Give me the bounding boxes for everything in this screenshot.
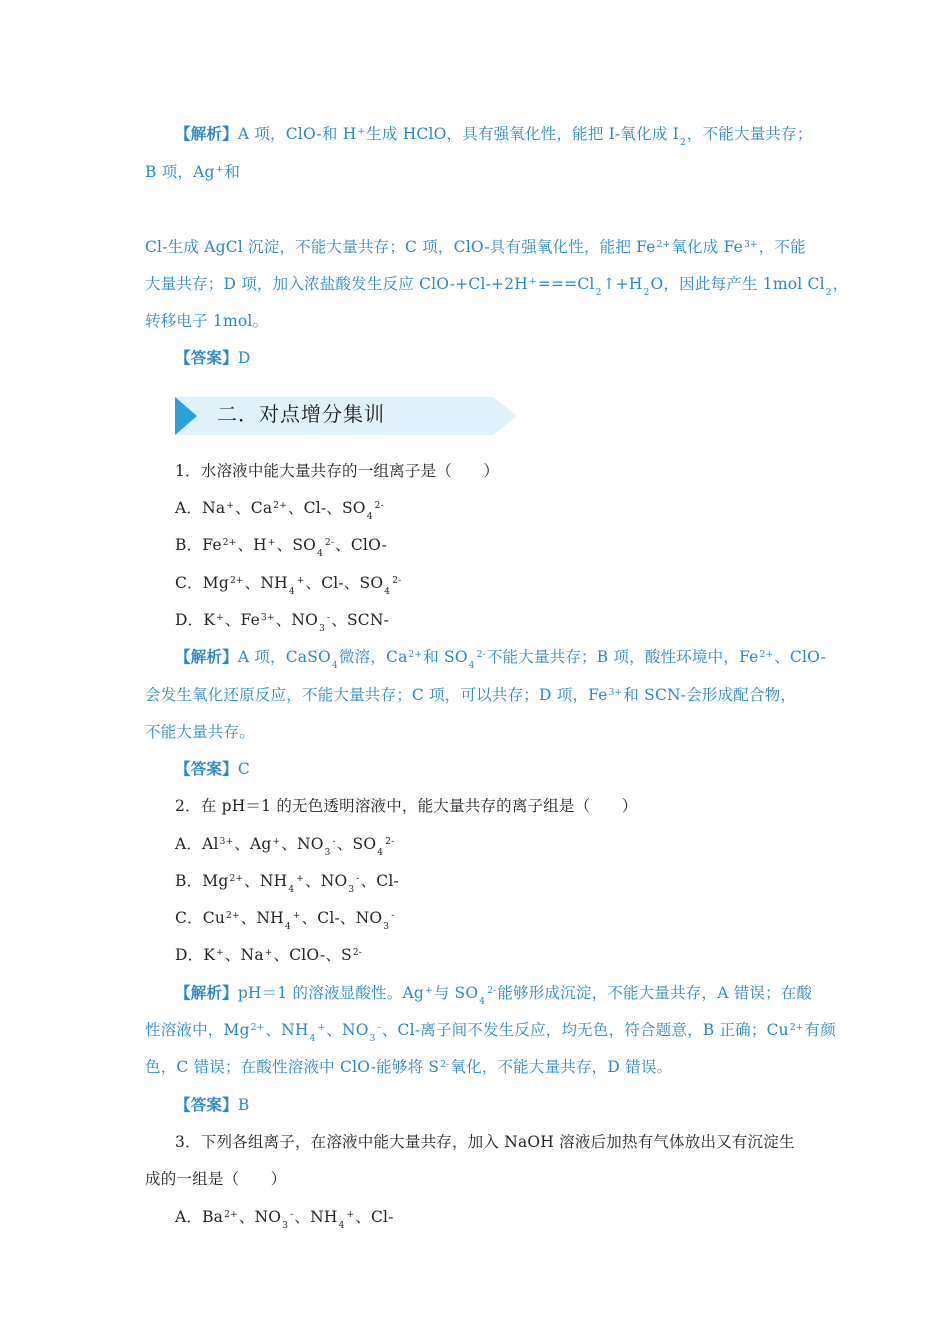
q1-option-c: C．$Mg^{2+}$、$NH_4^+$、Cl-、$SO_4^{2-}$ bbox=[175, 574, 402, 597]
q1-analysis-line-2: 会发生氧化还原反应，不能大量共存；C 项，可以共存；D 项，$Fe^{3+}$和 SCN-会形成配合物， bbox=[145, 686, 797, 704]
q2-analysis-line-3: 色，C 错误；在酸性溶液中 ClO-能够将 $S^{2-}$氧化，不能大量共存，D 错误。 bbox=[145, 1058, 673, 1076]
answer-value: D bbox=[237, 349, 251, 367]
analysis-tag: 【解析】 bbox=[175, 647, 238, 666]
q2-analysis-line-2: 性溶液中，$Mg^{2+}$、$NH_4^+$、$NO_3^-$、Cl-离子间不发生反应，均无色，符合题意，B 正确；$Cu^{2+}$有颜 bbox=[145, 1021, 836, 1044]
q1-analysis-line-1: 【解析】A 项，CaSO$_4$微溶，$Ca^{2+}$和 $SO_4^{2-}$不能大量共存；B 项，酸性环境中，$Fe^{2+}$、ClO- bbox=[175, 647, 827, 671]
q2-option-c: C．$Cu^{2+}$、$NH_4^+$、Cl-、$NO_3^-$ bbox=[175, 909, 395, 932]
answer-tag: 【答案】 bbox=[175, 759, 238, 778]
answer-value: C bbox=[237, 760, 250, 778]
q3-option-a: A．$Ba^{2+}$、$NO_3^-$、$NH_4^+$、Cl- bbox=[175, 1208, 394, 1231]
intro-answer bbox=[175, 347, 250, 369]
analysis-tag: 【解析】 bbox=[175, 124, 238, 143]
q1-option-b: B．$Fe^{2+}$、H+、$SO_4^{2-}$、ClO- bbox=[175, 536, 388, 559]
q3-stem-line-1: 3．下列各组离子，在溶液中能大量共存，加入 NaOH 溶液后加热有气体放出又有沉淀生 bbox=[175, 1133, 795, 1151]
q2-option-b: B．$Mg^{2+}$、$NH_4^+$、$NO_3^-$、Cl- bbox=[175, 872, 399, 895]
section-title: 二．对点增分集训 bbox=[217, 402, 385, 426]
q1-option-d: D．K+、$Fe^{3+}$、$NO_3^-$、SCN- bbox=[175, 611, 390, 634]
intro-analysis-line-4: 大量共存；D 项，加入浓盐酸发生反应 ClO-$+Cl-+2H^+===Cl_2↑+H_2O$，因此每产生 1mol $Cl_2$， bbox=[145, 275, 849, 298]
q2-analysis-line-1: 【解析】pH＝1 的溶液显酸性。Ag+与 $SO_4^{2-}$能够形成沉淀，不能大量共存，A 错误；在酸 bbox=[175, 983, 813, 1007]
q1-answer bbox=[175, 758, 250, 780]
q2-stem: 2．在 pH＝1 的无色透明溶液中，能大量共存的离子组是（ ） bbox=[175, 797, 638, 815]
section-banner bbox=[175, 395, 520, 437]
q1-stem: 1．水溶液中能大量共存的一组离子是（ ） bbox=[175, 462, 500, 480]
intro-analysis-line-1: 【解析】A 项，ClO-和 H+生成 HClO，具有强氧化性，能把 I-氧化成 $I_2$，不能大量共存； bbox=[175, 124, 813, 148]
q1-option-a: A．Na+、$Ca^{2+}$、Cl-、$SO_4^{2-}$ bbox=[175, 499, 384, 522]
q2-option-d: D．K+、Na+、ClO-、$S^{2-}$ bbox=[175, 946, 363, 964]
q3-stem-line-2: 成的一组是（ ） bbox=[145, 1170, 287, 1188]
answer-value: B bbox=[237, 1096, 250, 1114]
q1-analysis-line-3: 不能大量共存。 bbox=[145, 723, 255, 741]
answer-tag: 【答案】 bbox=[175, 348, 238, 367]
intro-analysis-line-5: 转移电子 1mol。 bbox=[145, 312, 269, 330]
intro-analysis-line-3: Cl-生成 AgCl 沉淀，不能大量共存；C 项，ClO-具有强氧化性，能把 $Fe^{2+}$氧化成 $Fe^{3+}$，不能 bbox=[145, 238, 806, 256]
q2-option-a: A．$Al^{3+}$、Ag+、$NO_3^-$、$SO_4^{2-}$ bbox=[175, 835, 395, 858]
answer-tag: 【答案】 bbox=[175, 1095, 238, 1114]
q2-answer bbox=[175, 1094, 249, 1116]
analysis-tag: 【解析】 bbox=[175, 983, 238, 1002]
intro-analysis-line-2: B 项，Ag+和 bbox=[145, 163, 241, 181]
